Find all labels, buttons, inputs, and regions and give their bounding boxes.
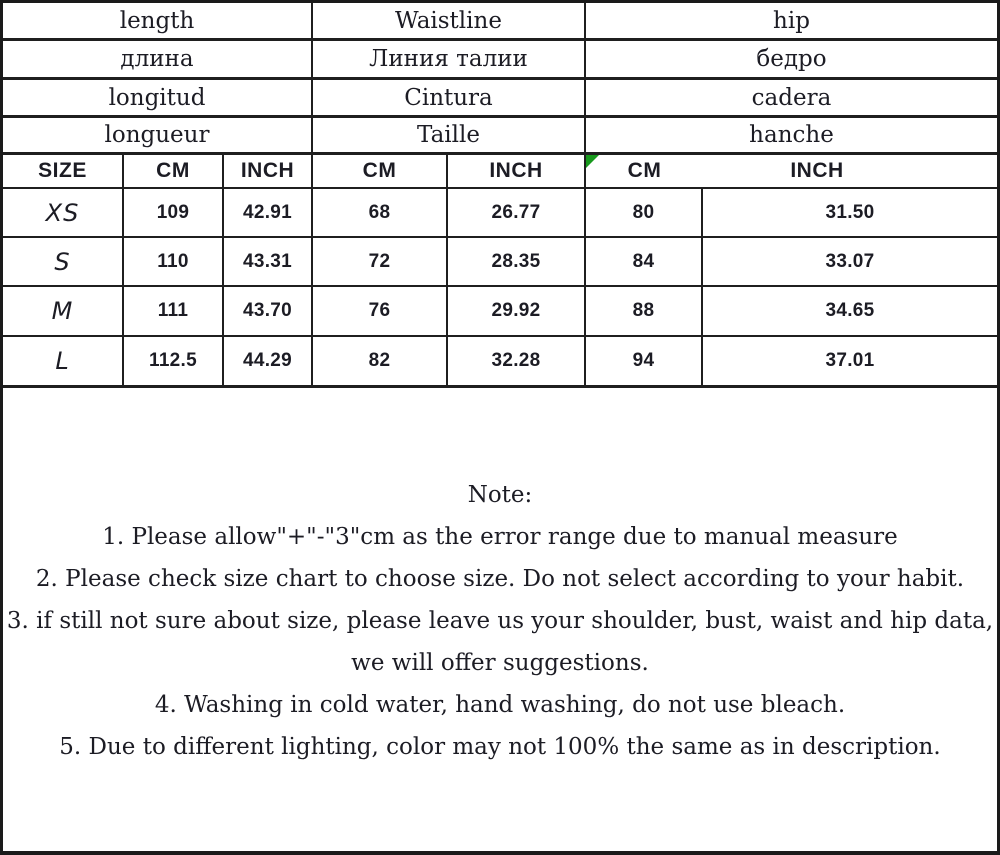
header-hip-fr: hanche [586,118,997,155]
cell-s-hip-inch: 33.07 [703,238,997,287]
cell-m-waist-inch: 29.92 [448,287,586,337]
cell-m-length-inch: 43.70 [224,287,313,337]
cell-l-hip-cm: 94 [586,337,703,388]
cell-s-hip-cm: 84 [586,238,703,287]
cell-m-waist-cm: 76 [313,287,448,337]
size-label-xs: XS [3,189,124,238]
note-line: 2. Please check size chart to choose size. Do not select according to your habit. [35,566,965,592]
col-header-hip-inch: INCH [703,155,997,189]
note-line: we will offer suggestions. [351,650,649,676]
col-header-length-cm: CM [124,155,224,189]
header-waist-en: Waistline [313,3,586,41]
header-hip-ru: бедро [586,41,997,80]
header-length-en: length [3,3,313,41]
cell-m-length-cm: 111 [124,287,224,337]
cell-l-waist-inch: 32.28 [448,337,586,388]
header-length-ru: длина [3,41,313,80]
note-section [3,388,997,851]
cell-m-hip-cm: 88 [586,287,703,337]
col-header-waist-inch: INCH [448,155,586,189]
col-header-hip-cm [586,155,703,189]
cell-xs-hip-inch: 31.50 [703,189,997,238]
cell-l-length-inch: 44.29 [224,337,313,388]
header-waist-ru: Линия талии [313,41,586,80]
note-line: 5. Due to different lighting, color may not 100% the same as in description. [59,734,941,760]
size-label-s: S [3,238,124,287]
cell-s-waist-cm: 72 [313,238,448,287]
col-header-size: SIZE [3,155,124,189]
cell-s-waist-inch: 28.35 [448,238,586,287]
cell-s-length-cm: 110 [124,238,224,287]
note-title: Note: [467,482,533,508]
note-line: 1. Please allow"+"-"3"cm as the error range due to manual measure [102,524,898,550]
cell-xs-waist-inch: 26.77 [448,189,586,238]
col-header-length-inch: INCH [224,155,313,189]
cell-xs-length-inch: 42.91 [224,189,313,238]
header-waist-es: Cintura [313,80,586,118]
header-length-es: longitud [3,80,313,118]
cell-l-hip-inch: 37.01 [703,337,997,388]
cell-xs-length-cm: 109 [124,189,224,238]
note-line: 4. Washing in cold water, hand washing, do not use bleach. [154,692,846,718]
header-hip-es: cadera [586,80,997,118]
cell-l-length-cm: 112.5 [124,337,224,388]
header-length-fr: longueur [3,118,313,155]
cell-l-waist-cm: 82 [313,337,448,388]
header-hip-en: hip [586,3,997,41]
col-header-hip-cm-label: CM [627,159,662,182]
cell-corner-marker-icon [586,155,599,168]
cell-s-length-inch: 43.31 [224,238,313,287]
size-label-m: M [3,287,124,337]
header-waist-fr: Taille [313,118,586,155]
cell-m-hip-inch: 34.65 [703,287,997,337]
size-label-l: L [3,337,124,388]
note-line: 3. if still not sure about size, please leave us your shoulder, bust, waist and hip data, [6,608,994,634]
col-header-waist-cm: CM [313,155,448,189]
cell-xs-hip-cm: 80 [586,189,703,238]
cell-xs-waist-cm: 68 [313,189,448,238]
